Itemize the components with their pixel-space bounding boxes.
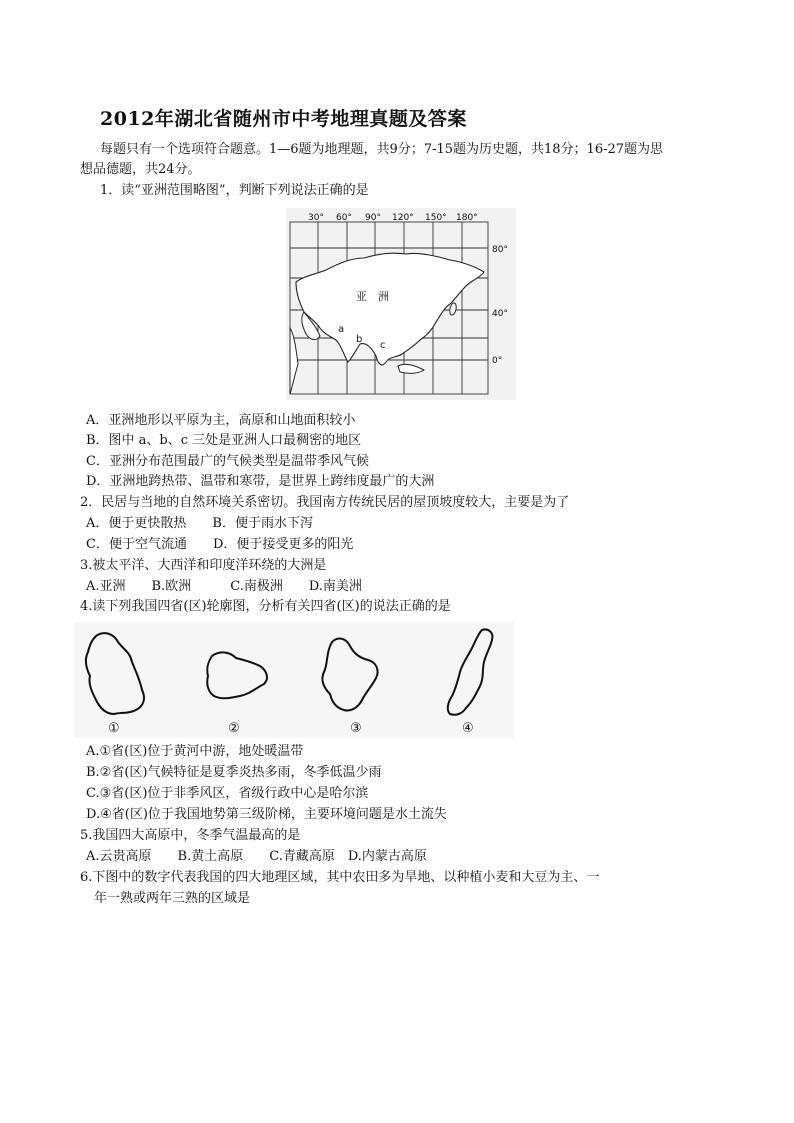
q5-stem: 5.我国四大高原中，冬季气温最高的是 [80,828,301,843]
intro-line-1: 每题只有一个选项符合题意。1—6题为地理题，共9分；7-15题为历史题，共18分；16-27题为思 [100,142,664,157]
q6-stem-line-2: 年一熟或两年三熟的区域是 [94,891,251,906]
q1-option-b: B．图中 a、b、c 三处是亚洲人口最稠密的地区 [86,433,362,448]
shape-label-1: ① [108,721,120,736]
point-label-c: c [380,340,386,351]
q4-option-d: D.④省(区)位于我国地势第三级阶梯，主要环境问题是水土流失 [86,807,447,822]
q1-option-c: C．亚洲分布范围最广的气候类型是温带季风气候 [86,454,369,469]
page-title: 2012年湖北省随州市中考地理真题及答案 [100,108,467,130]
q6-stem-line-1: 6.下图中的数字代表我国的四大地理区域，其中农田多为旱地、以种植小麦和大豆为主、一 [80,870,600,885]
lon-label-60: 60° [336,213,352,223]
q1-option-d: D．亚洲地跨热带、温带和寒带，是世界上跨纬度最广的大洲 [86,474,435,489]
asia-label: 亚 洲 [356,290,389,303]
q1-option-a: A．亚洲地形以平原为主，高原和山地面积较小 [86,413,356,428]
q2-options-line-2: C．便于空气流通 D．便于接受更多的阳光 [86,537,354,552]
q4-option-a: A.①省(区)位于黄河中游，地处暖温带 [86,744,304,759]
province-outlines-figure [74,622,514,738]
shape-label-3: ③ [350,721,362,736]
q5-options: A.云贵高原 B.黄土高原 C.青藏高原 D.内蒙古高原 [86,849,427,864]
lon-label-30: 30° [308,213,324,223]
lon-label-180: 180° [456,213,478,223]
shape-label-4: ④ [462,721,474,736]
q4-stem: 4.读下列我国四省(区)轮廓图，分析有关四省(区)的说法正确的是 [80,599,451,614]
lat-label-0: 0° [492,356,503,366]
point-label-b: b [356,334,363,345]
lon-label-150: 150° [425,213,447,223]
intro-line-2: 想品德题，共24分。 [80,162,201,177]
q3-stem: 3.被太平洋、大西洋和印度洋环绕的大洲是 [80,558,327,573]
q2-options-line-1: A．便于更快散热 B．便于雨水下泻 [86,516,313,531]
lat-label-40: 40° [492,309,508,319]
shape-label-2: ② [228,721,240,736]
lon-label-120: 120° [392,213,414,223]
q1-stem: 1．读“亚洲范围略图”，判断下列说法正确的是 [100,183,369,198]
q2-stem: 2．民居与当地的自然环境关系密切。我国南方传统民居的屋顶坡度较大，主要是为了 [80,495,570,510]
point-label-a: a [338,324,345,335]
q4-option-c: C.③省(区)位于非季风区，省级行政中心是哈尔滨 [86,786,369,801]
asia-map-figure [286,208,516,400]
q3-options: A.亚洲 B.欧洲 C.南极洲 D.南美洲 [86,579,362,594]
lon-label-90: 90° [365,213,381,223]
lat-label-80: 80° [492,245,508,255]
q4-option-b: B.②省(区)气候特征是夏季炎热多雨，冬季低温少雨 [86,765,382,780]
